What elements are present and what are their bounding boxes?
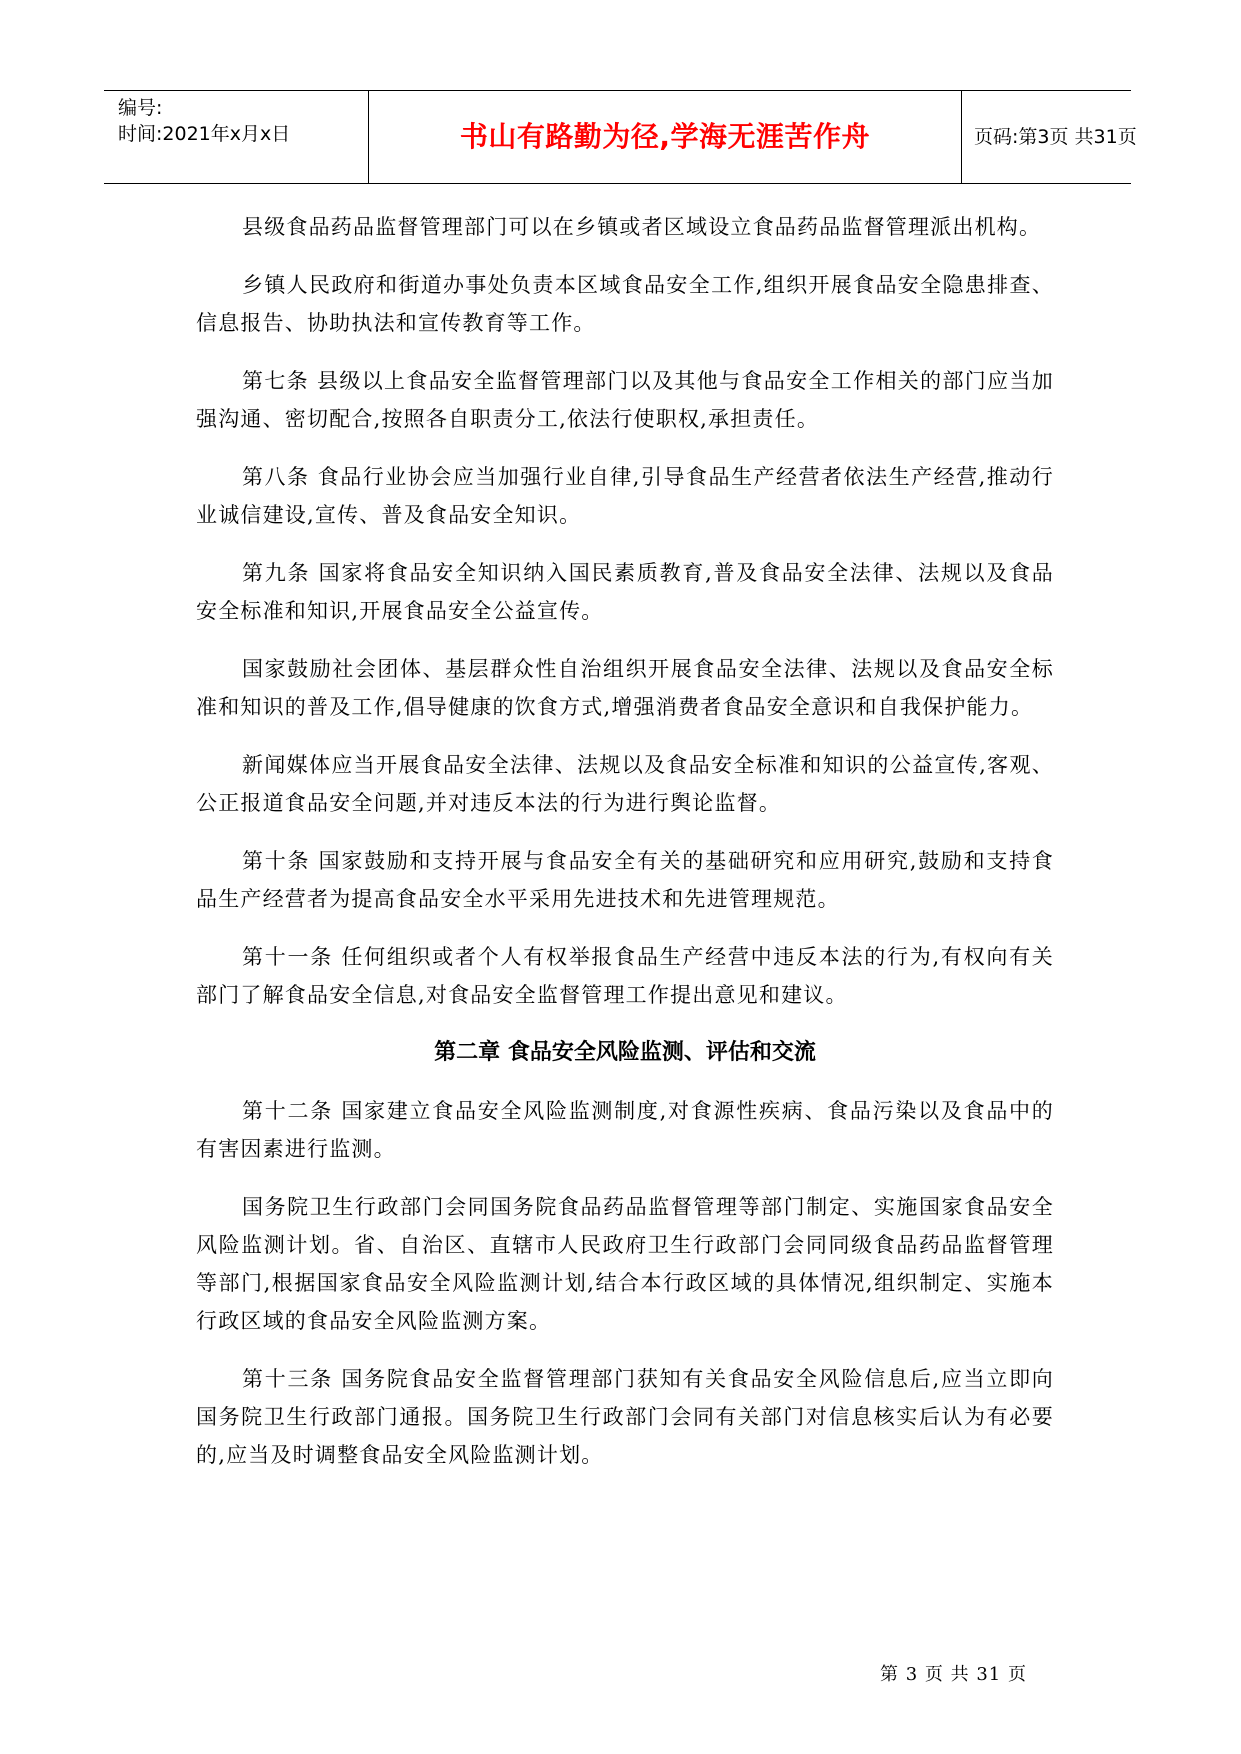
header-motto: 书山有路勤为径,学海无涯苦作舟 bbox=[368, 91, 962, 183]
paragraph: 国务院卫生行政部门会同国务院食品药品监督管理等部门制定、实施国家食品安全风险监测计划。省、自治区、直辖市人民政府卫生行政部门会同同级食品药品监督管理等部门,根据国家食品安全风险监测计划,结合本行政区域的具体情况,组织制定、实施本行政区域的食品安全风险监测方案。 bbox=[196, 1195, 1054, 1333]
header-page-info: 页码:第3页 共31页 bbox=[974, 126, 1137, 148]
paragraph: 第七条 县级以上食品安全监督管理部门以及其他与食品安全工作相关的部门应当加强沟通、密切配合,按照各自职责分工,依法行使职权,承担责任。 bbox=[196, 369, 1054, 431]
paragraph: 新闻媒体应当开展食品安全法律、法规以及食品安全标准和知识的公益宣传,客观、公正报道食品安全问题,并对违反本法的行为进行舆论监督。 bbox=[196, 753, 1054, 815]
paragraph: 第十条 国家鼓励和支持开展与食品安全有关的基础研究和应用研究,鼓励和支持食品生产经营者为提高食品安全水平采用先进技术和先进管理规范。 bbox=[196, 849, 1054, 911]
chapter-heading: 第二章 食品安全风险监测、评估和交流 bbox=[434, 1040, 816, 1065]
paragraph: 第八条 食品行业协会应当加强行业自律,引导食品生产经营者依法生产经营,推动行业诚信建设,宣传、普及食品安全知识。 bbox=[196, 465, 1054, 527]
document-header bbox=[104, 90, 1137, 184]
paragraph: 第十一条 任何组织或者个人有权举报食品生产经营中违反本法的行为,有权向有关部门了解食品安全信息,对食品安全监督管理工作提出意见和建议。 bbox=[196, 945, 1054, 1007]
paragraph: 国家鼓励社会团体、基层群众性自治组织开展食品安全法律、法规以及食品安全标准和知识的普及工作,倡导健康的饮食方式,增强消费者食品安全意识和自我保护能力。 bbox=[196, 657, 1054, 719]
document-time: 时间:2021年x月x日 bbox=[118, 123, 291, 145]
page-footer: 第 3 页 共 31 页 bbox=[880, 1664, 1027, 1685]
paragraph: 第十三条 国务院食品安全监督管理部门获知有关食品安全风险信息后,应当立即向国务院卫生行政部门通报。国务院卫生行政部门会同有关部门对信息核实后认为有必要的,应当及时调整食品安全风险监测计划。 bbox=[196, 1367, 1054, 1467]
paragraph: 乡镇人民政府和街道办事处负责本区域食品安全工作,组织开展食品安全隐患排查、信息报告、协助执法和宣传教育等工作。 bbox=[196, 273, 1054, 335]
paragraph: 第十二条 国家建立食品安全风险监测制度,对食源性疾病、食品污染以及食品中的有害因素进行监测。 bbox=[196, 1099, 1054, 1161]
paragraph: 县级食品药品监督管理部门可以在乡镇或者区域设立食品药品监督管理派出机构。 bbox=[242, 215, 1042, 239]
paragraph: 第九条 国家将食品安全知识纳入国民素质教育,普及食品安全法律、法规以及食品安全标准和知识,开展食品安全公益宣传。 bbox=[196, 561, 1054, 623]
document-number: 编号: bbox=[118, 97, 163, 119]
document-body bbox=[196, 208, 1054, 1494]
header-meta bbox=[104, 91, 368, 183]
